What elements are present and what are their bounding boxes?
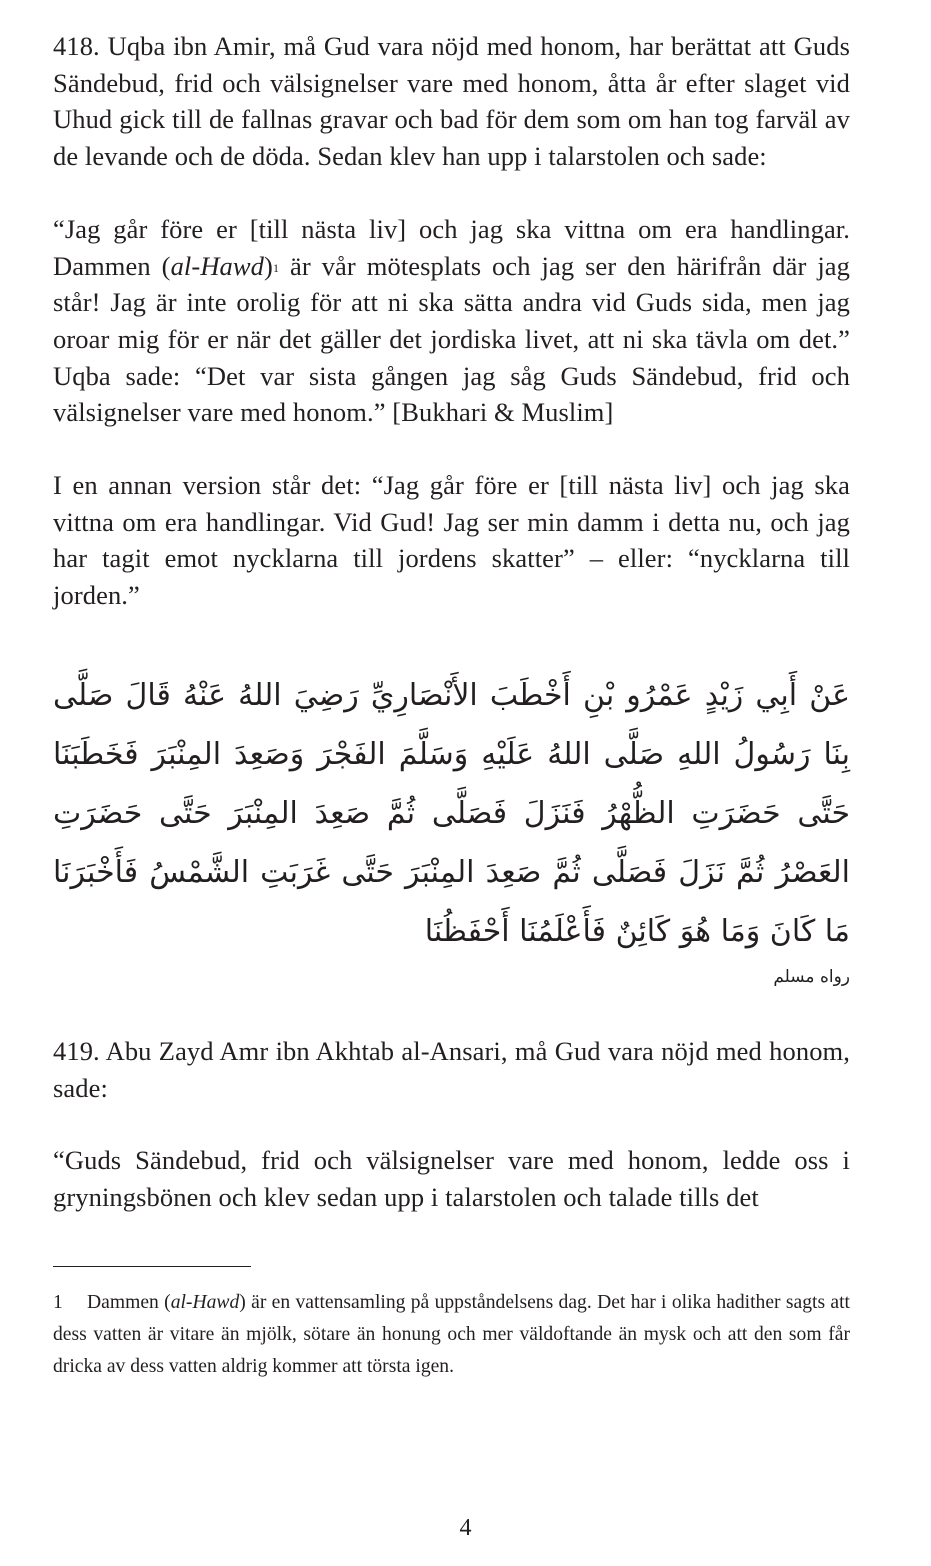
footnote-divider <box>53 1266 251 1267</box>
footnote-reference[interactable]: 1 <box>272 260 280 275</box>
arabic-source-note: رواه مسلم <box>773 966 850 987</box>
arabic-hadith-text: عَنْ أَبِي زَيْدٍ عَمْرُو بْنِ أَخْطَبَ الأَنْصَارِيِّ رَضِيَ اللهُ عَنْهُ قَالَ صَلَّى بِنَا رَسُولُ اللهِ صَلَّى اللهُ عَلَيْهِ وَسَلَّمَ الفَجْرَ وَصَعِدَ المِنْبَرَ فَخَطَبَنَا حَتَّى حَضَرَتِ الظُّهْرُ فَنَزَلَ فَصَلَّى ثُمَّ صَعِدَ المِنْبَرَ حَتَّى حَضَرَتِ العَصْرُ ثُمَّ نَزَلَ فَصَلَّى ثُمَّ صَعِدَ المِنْبَرَ حَتَّى غَرَبَتِ الشَّمْسُ فَأَخْبَرَنَا مَا كَانَ وَمَا هُوَ كَائِنٌ فَأَعْلَمُنَا أَحْفَظُنَا <box>53 677 850 949</box>
quote-text-start: “Jag går före er [till nästa liv] och jag ska vittna om era handlingar. Dammen ( <box>53 213 850 281</box>
hadith-418-other-version: I en annan version står det: “Jag går före er [till nästa liv] och jag ska vittna om era handlingar. Vid Gud! Jag ser min damm i detta nu, och jag har tagit emot nycklarna till jordens skatter” – eller: “nycklarna till jorden.” <box>53 470 850 611</box>
quote-paren-close: ) <box>264 250 273 281</box>
hadith-419-intro: 419. Abu Zayd Amr ibn Akhtab al-Ansari, må Gud vara nöjd med honom, sade: <box>53 1035 850 1103</box>
footnote-term: al-Hawd <box>170 1292 240 1313</box>
hadith-419-quote: “Guds Sändebud, frid och välsignelser vare med honom, ledde oss i gryningsbönen och klev sedan upp i talarstolen och talade tills det <box>53 1145 850 1212</box>
hadith-418-intro: 418. Uqba ibn Amir, må Gud vara nöjd med honom, har berättat att Guds Sändebud, frid och välsignelser vare med honom, åtta år efter slaget vid Uhud gick till de fallnas gravar och bad för dem som om han tog farväl av de levande och de döda. Sedan klev han upp i talarstolen och sade: <box>53 31 850 172</box>
footnote-text-rest: ) är en vattensamling på uppståndelsens dag. Det har i olika hadither sagts att dess vatten är vitare än mjölk, sötare än honung och mer väldoftande än mysk och att den som får dricka av dess vatten aldrig kommer att törsta igen. <box>53 1292 850 1377</box>
page-body <box>53 28 850 1216</box>
page-number: 4 <box>459 1515 472 1541</box>
quote-text-rest: är vår mötesplats och jag ser den härifrån där jag står! Jag är inte orolig för att ni ska sätta andra vid Guds sida, men jag oroar mig för er när det gäller det jordiska livet, att ni ska tävla om det.” Uqba sade: “Det var sista gången jag såg Guds Sändebud, frid och välsignelser vare med honom.” [Bukhari & Muslim] <box>53 250 850 428</box>
footnote-text-start: Dammen ( <box>87 1292 171 1313</box>
hadith-418-quote <box>53 211 850 431</box>
footnote <box>53 1287 850 1383</box>
footnote-number: 1 <box>53 1292 63 1313</box>
term-al-hawd: al-Hawd <box>170 250 265 281</box>
